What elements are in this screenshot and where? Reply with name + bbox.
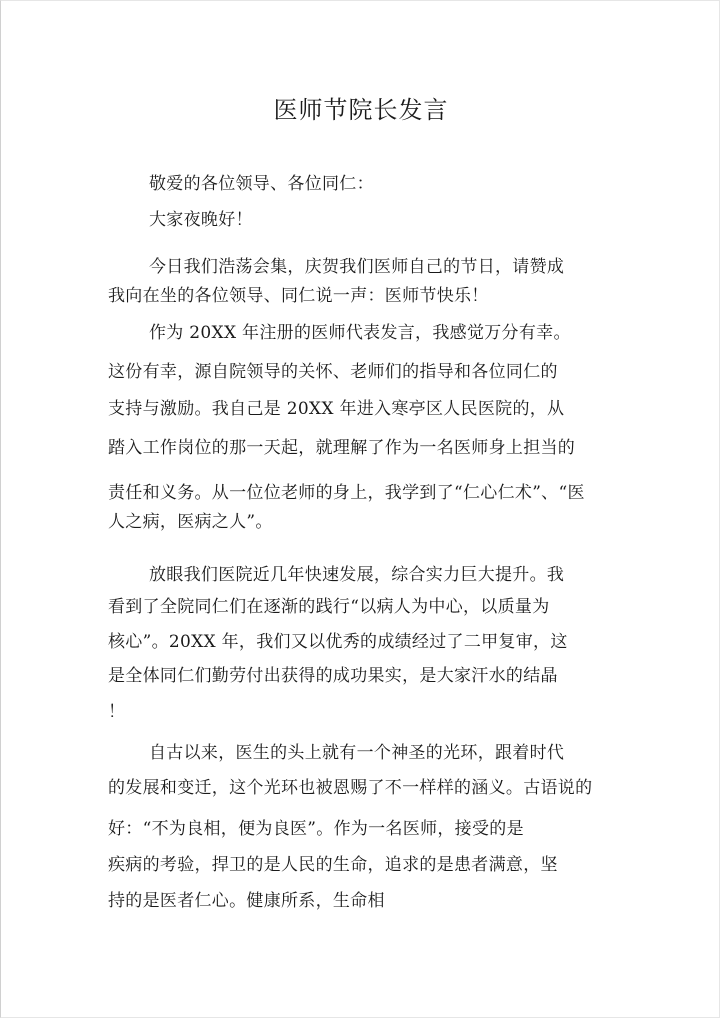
text-line: 这份有幸，源自院领导的关怀、老师们的指导和各位同仁的 bbox=[108, 362, 558, 382]
document-title: 医师节院长发言 bbox=[273, 96, 449, 124]
text-line: ！ bbox=[108, 702, 126, 722]
text-line: 好：“不为良相，便为良医”。作为一名医师，接受的是 bbox=[108, 819, 524, 839]
text-line: 放眼我们医院近几年快速发展，综合实力巨大提升。我 bbox=[149, 565, 565, 585]
text-line: 人之病，医病之人”。 bbox=[108, 512, 273, 532]
text-line: 是全体同仁们勤劳付出获得的成功果实，是大家汗水的结晶 bbox=[108, 666, 558, 686]
text-line: 敬爱的各位领导、各位同仁： bbox=[149, 174, 374, 194]
text-line: 支持与激励。我自己是 20XX 年进入寒亭区人民医院的，从 bbox=[108, 399, 565, 419]
text-line: 今日我们浩荡会集，庆贺我们医师自己的节日，请赞成 bbox=[149, 257, 565, 277]
text-line: 作为 20XX 年注册的医师代表发言，我感觉万分有幸。 bbox=[149, 323, 571, 343]
text-line: 的发展和变迁，这个光环也被恩赐了不一样样的涵义。古语说的 bbox=[108, 778, 593, 798]
text-line: 我向在坐的各位领导、同仁说一声：医师节快乐！ bbox=[108, 286, 489, 306]
text-line: 疾病的考验，捍卫的是人民的生命，追求的是患者满意，坚 bbox=[108, 855, 558, 875]
text-line: 踏入工作岗位的那一天起，就理解了作为一名医师身上担当的 bbox=[108, 438, 576, 458]
text-line: 责任和义务。从一位位老师的身上，我学到了“仁心仁术”、“医 bbox=[108, 483, 585, 503]
text-line: 看到了全院同仁们在逐渐的践行“以病人为中心，以质量为 bbox=[108, 597, 550, 617]
text-line: 持的是医者仁心。健康所系，生命相 bbox=[108, 891, 385, 911]
text-line: 自古以来，医生的头上就有一个神圣的光环，跟着时代 bbox=[149, 743, 565, 763]
text-line: 大家夜晚好！ bbox=[149, 210, 253, 230]
text-line: 核心”。20XX 年，我们又以优秀的成绩经过了二甲复审，这 bbox=[108, 632, 568, 652]
